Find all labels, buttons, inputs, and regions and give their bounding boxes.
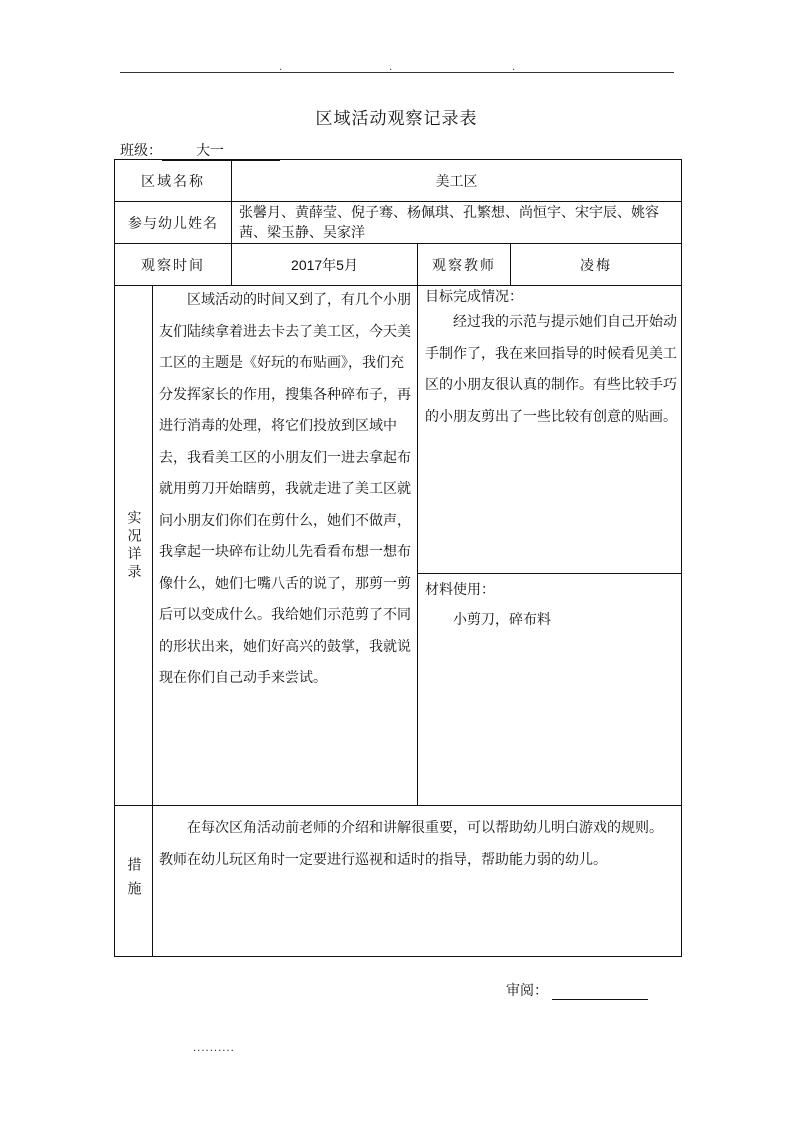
header-mark: . xyxy=(389,62,393,73)
record-label-cell xyxy=(115,286,152,805)
page-title: 区域活动观察记录表 xyxy=(315,109,478,129)
teacher-label: 观察教师 xyxy=(432,257,496,274)
record-label: 实况详录 xyxy=(125,509,142,582)
time-label: 观察时间 xyxy=(141,257,205,274)
footer-dots: .......... xyxy=(193,1043,235,1054)
review-signature-line xyxy=(552,985,648,1000)
header-rule xyxy=(120,72,674,73)
row-divider xyxy=(115,805,681,806)
col-divider xyxy=(417,285,418,805)
material-text: 小剪刀，碎布料 xyxy=(453,612,551,628)
goal-label: 目标完成情况： xyxy=(425,289,523,305)
measures-label-cell xyxy=(115,806,152,956)
children-names: 张馨月、黄薛莹、倪子骞、杨佩琪、孔繁想、尚恒宇、宋宇辰、姚容茜、梁玉静、吴家洋 xyxy=(239,205,659,241)
class-value: 大一 xyxy=(162,140,280,161)
header-mark: . xyxy=(279,62,283,73)
teacher-value: 凌梅 xyxy=(580,257,612,274)
goal-text: 经过我的示范与提示她们自己开始动手制作了，我在来回指导的时候看见美工区的小朋友很认真的制作。有些比较手巧的小朋友剪出了一些比较有创意的贴画。 xyxy=(425,314,677,425)
row-divider xyxy=(417,573,681,574)
area-name-label: 区域名称 xyxy=(141,173,205,190)
material-label: 材料使用： xyxy=(425,582,495,598)
time-value: 2017年5月 xyxy=(291,256,358,273)
observation-table xyxy=(114,159,682,957)
class-label: 班级： xyxy=(120,143,162,159)
measures-label: 措施 xyxy=(125,857,142,905)
record-text: 区域活动的时间又到了，有几个小朋友们陆续拿着进去卡去了美工区，今天美工区的主题是《好玩的布贴画》，我们充分发挥家长的作用，搜集各种碎布子，再进行消毒的处理，将它们投放到区域中去，我看美工区的小朋友们一进去拿起布就用剪刀开始瞎剪，我就走进了美工区就问小朋友们你们在剪什么，她们不做声，我拿起一块碎布让幼儿先看看布想一想布像什么，她们七嘴八舌的说了，那剪一剪后可以变成什么。我给她们示范剪了不同的形状出来，她们好高兴的鼓掌，我就说现在你们自己动手来尝试。 xyxy=(159,292,411,686)
review-label: 审阅： xyxy=(506,983,548,999)
header-mark: . xyxy=(512,62,516,73)
children-label: 参与幼儿姓名 xyxy=(128,215,218,232)
col-divider xyxy=(152,285,153,956)
review-signature xyxy=(506,980,648,1000)
class-info xyxy=(120,140,280,161)
measures-text: 在每次区角活动前老师的介绍和讲解很重要，可以帮助幼儿明白游戏的规则。教师在幼儿玩区角时一定要进行巡视和适时的指导，帮助能力弱的幼儿。 xyxy=(159,820,663,868)
area-name-value: 美工区 xyxy=(435,173,478,190)
